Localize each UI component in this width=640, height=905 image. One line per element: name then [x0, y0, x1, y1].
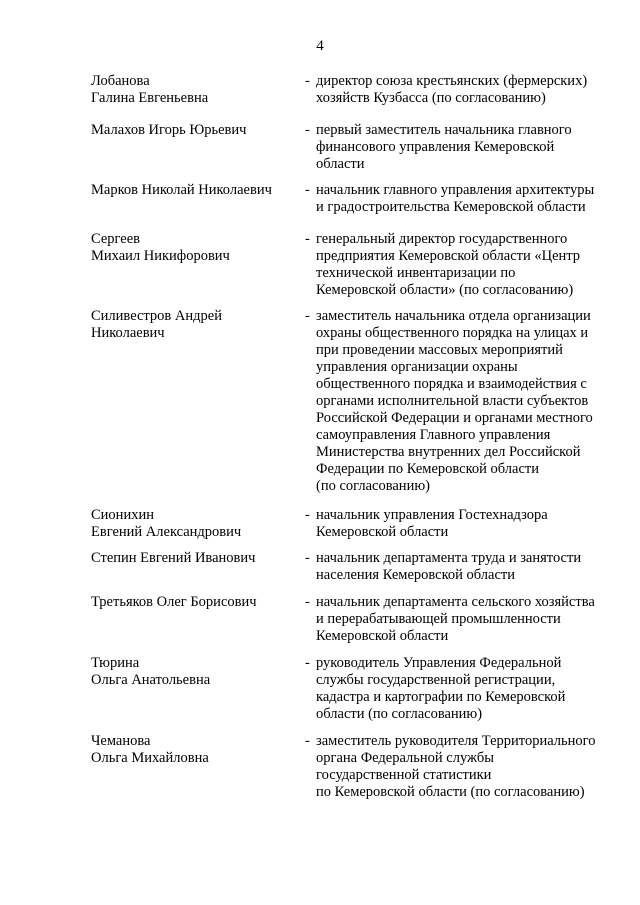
- member-position-line: и перерабатывающей промышленности: [316, 611, 561, 627]
- member-name: [91, 231, 291, 265]
- member-position-line: Министерства внутренних дел Российской: [316, 444, 581, 460]
- dash-separator: -: [305, 550, 310, 566]
- member-position-line-first: [305, 231, 610, 248]
- member-position-line: Федерации по Кемеровской области: [316, 461, 540, 477]
- member-name-line: Сергеев: [91, 231, 141, 247]
- member-position-line: кадастра и картографии по Кемеровской: [316, 689, 566, 705]
- member-position-line: самоуправления Главного управления: [316, 427, 551, 443]
- member-name: [91, 182, 291, 199]
- member-name-line: Малахов Игорь Юрьевич: [91, 122, 247, 138]
- member-name-line: Степин Евгений Иванович: [91, 550, 256, 566]
- member-name: [91, 655, 291, 689]
- dash-separator: -: [305, 594, 310, 610]
- member-name: [91, 73, 291, 107]
- member-position-text: заместитель руководителя Территориального: [316, 733, 596, 749]
- member-position-line: общественного порядка и взаимодействия с: [316, 376, 587, 392]
- dash-separator: -: [305, 231, 310, 247]
- member-name: [91, 308, 291, 342]
- member-position-text: начальник главного управления архитектуры: [316, 182, 595, 198]
- member-position-line-first: [305, 308, 610, 325]
- member-position-line: области: [316, 156, 365, 172]
- member-position-line-first: [305, 550, 610, 567]
- member-name-line: Лобанова: [91, 73, 150, 89]
- member-name-line: Евгений Александрович: [91, 524, 242, 540]
- member-position-text: первый заместитель начальника главного: [316, 122, 572, 138]
- member-position-line-first: [305, 122, 610, 139]
- member-position-line-first: [305, 655, 610, 672]
- member-position-line: охраны общественного порядка на улицах и: [316, 325, 589, 341]
- dash-separator: -: [305, 308, 310, 324]
- member-position-line: Кемеровской области» (по согласованию): [316, 282, 574, 298]
- member-position: [305, 182, 610, 216]
- member-position-text: начальник управления Гостехнадзора: [316, 507, 548, 523]
- dash-separator: -: [305, 73, 310, 89]
- member-position-line: области (по согласованию): [316, 706, 483, 722]
- member-position: [305, 550, 610, 584]
- member-name: [91, 507, 291, 541]
- member-position-line-first: [305, 182, 610, 199]
- member-name-line: Ольга Анатольевна: [91, 672, 211, 688]
- member-position-line: управления организации охраны: [316, 359, 518, 375]
- member-position-line: органами исполнительной власти субъектов: [316, 393, 589, 409]
- member-position-line: Кемеровской области: [316, 524, 449, 540]
- member-position-line: службы государственной регистрации,: [316, 672, 556, 688]
- member-name-line: Силивестров Андрей: [91, 308, 222, 324]
- member-position: [305, 507, 610, 541]
- member-position-text: начальник департамента сельского хозяйства: [316, 594, 595, 610]
- member-position: [305, 655, 610, 723]
- member-name-line: Галина Евгеньевна: [91, 90, 209, 106]
- dash-separator: -: [305, 182, 310, 198]
- member-name: [91, 122, 291, 139]
- member-position-line: предприятия Кемеровской области «Центр: [316, 248, 581, 264]
- member-name: [91, 550, 291, 567]
- member-position-line: органа Федеральной службы: [316, 750, 494, 766]
- member-position-line: (по согласованию): [316, 478, 430, 494]
- dash-separator: -: [305, 733, 310, 749]
- member-position-text: заместитель начальника отдела организации: [316, 308, 591, 324]
- member-position: [305, 308, 610, 495]
- member-position-line: при проведении массовых мероприятий: [316, 342, 563, 358]
- member-position: [305, 231, 610, 299]
- member-name-line: Сионихин: [91, 507, 154, 523]
- member-position-line: по Кемеровской области (по согласованию): [316, 784, 585, 800]
- member-position-text: начальник департамента труда и занятости: [316, 550, 582, 566]
- member-position-line: хозяйств Кузбасса (по согласованию): [316, 90, 546, 106]
- member-name-line: Михаил Никифорович: [91, 248, 230, 264]
- member-name: [91, 733, 291, 767]
- member-position-text: руководитель Управления Федеральной: [316, 655, 562, 671]
- member-name-line: Чеманова: [91, 733, 151, 749]
- member-position-line-first: [305, 733, 610, 750]
- member-position: [305, 594, 610, 645]
- member-position-line: государственной статистики: [316, 767, 492, 783]
- page-number: 4: [316, 38, 324, 54]
- member-position-line: и градостроительства Кемеровской области: [316, 199, 586, 215]
- member-position-text: директор союза крестьянских (фермерских): [316, 73, 588, 89]
- member-position-line: Российской Федерации и органами местного: [316, 410, 593, 426]
- member-position-line-first: [305, 73, 610, 90]
- member-name-line: Марков Николай Николаевич: [91, 182, 272, 198]
- member-name-line: Тюрина: [91, 655, 140, 671]
- member-position: [305, 73, 610, 107]
- member-position: [305, 122, 610, 173]
- member-position: [305, 733, 610, 801]
- member-name-line: Третьяков Олег Борисович: [91, 594, 257, 610]
- member-name: [91, 594, 291, 611]
- member-position-line: технической инвентаризации по: [316, 265, 516, 281]
- dash-separator: -: [305, 655, 310, 671]
- member-position-line: финансового управления Кемеровской: [316, 139, 555, 155]
- member-name-line: Ольга Михайловна: [91, 750, 209, 766]
- member-position-line-first: [305, 594, 610, 611]
- member-name-line: Николаевич: [91, 325, 165, 341]
- member-position-line: Кемеровской области: [316, 628, 449, 644]
- member-position-line-first: [305, 507, 610, 524]
- member-position-line: населения Кемеровской области: [316, 567, 516, 583]
- dash-separator: -: [305, 122, 310, 138]
- member-position-text: генеральный директор государственного: [316, 231, 568, 247]
- dash-separator: -: [305, 507, 310, 523]
